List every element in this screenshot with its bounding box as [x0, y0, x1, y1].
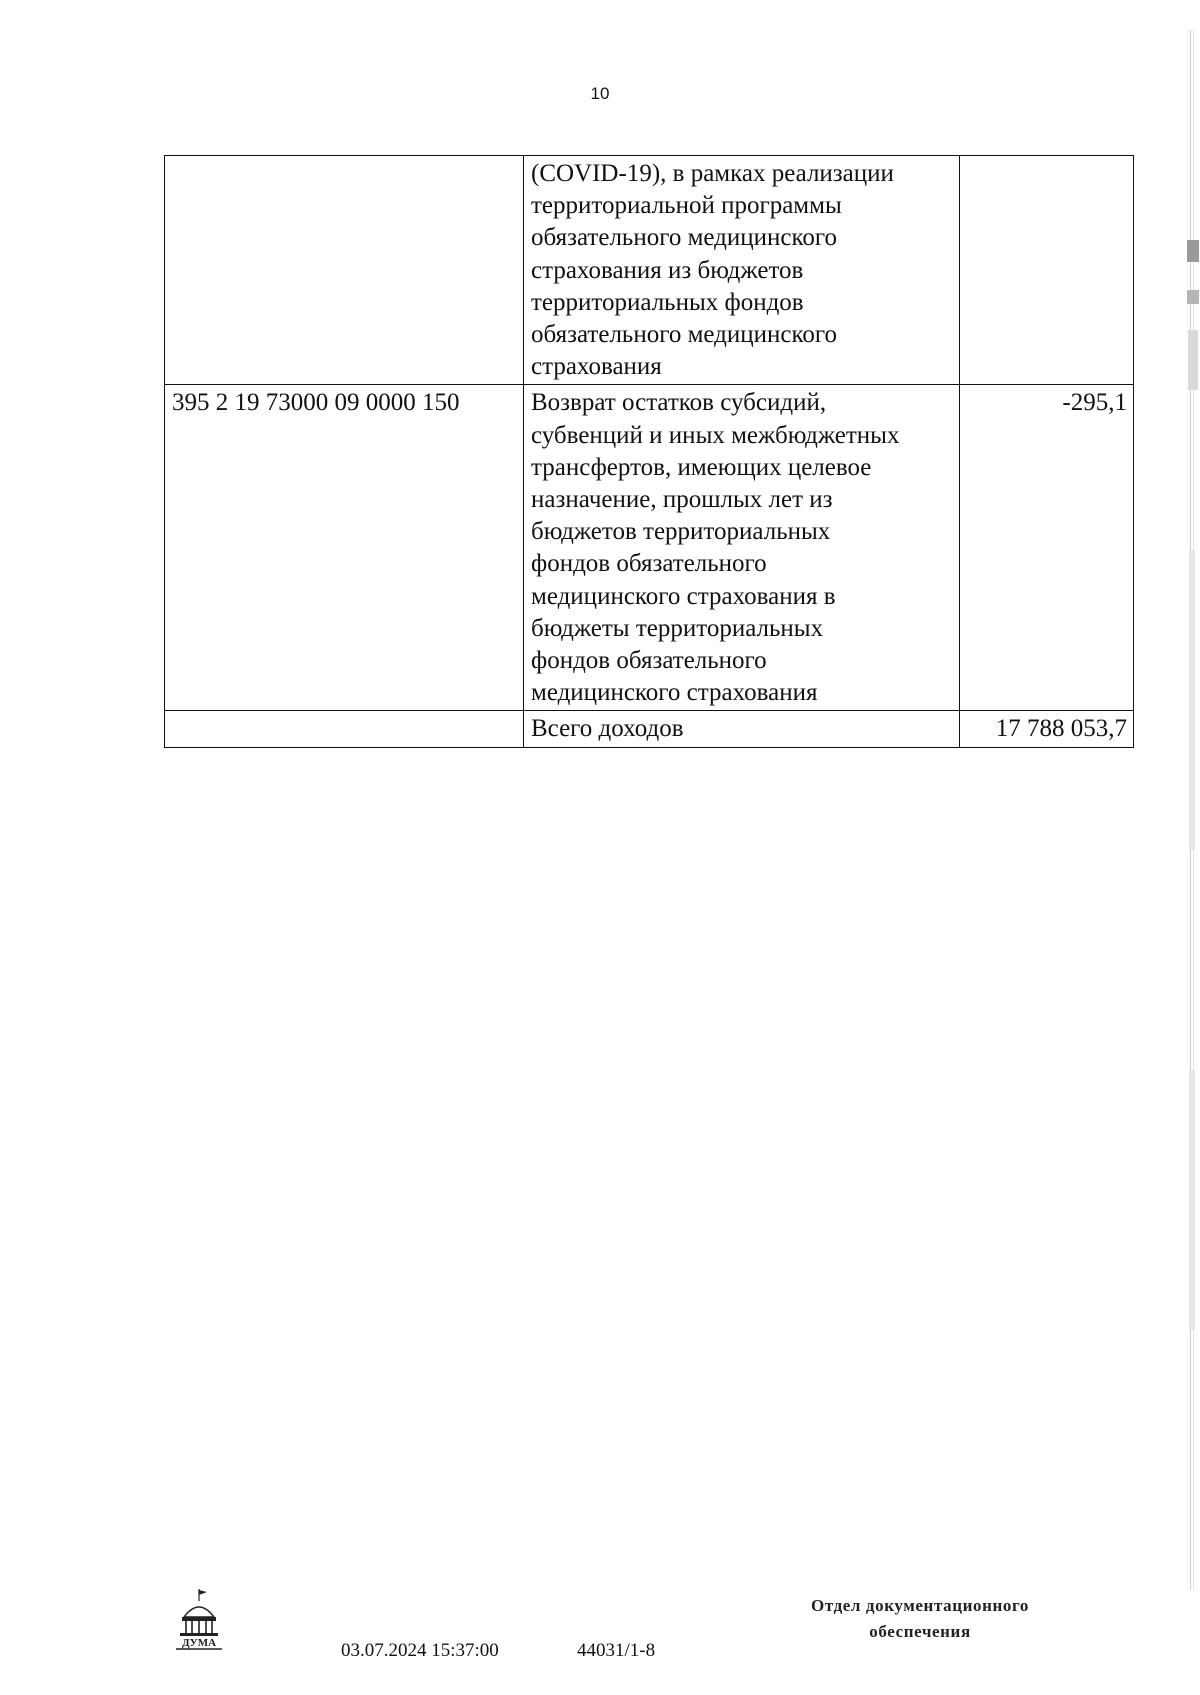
code-cell: 395 2 19 73000 09 0000 150 — [165, 385, 524, 711]
name-cell — [524, 156, 960, 385]
department-line: Отдел документационного — [811, 1596, 1029, 1615]
department-line: обеспечения — [869, 1622, 971, 1641]
name-line: трансфертов, имеющих целевое — [531, 453, 872, 481]
name-line: медицинского страхования в — [531, 582, 836, 610]
total-label: Всего доходов — [524, 711, 960, 747]
name-line: фондов обязательного — [531, 647, 767, 675]
amount-cell: -295,1 — [960, 385, 1134, 711]
code-cell — [165, 711, 524, 747]
name-line: страхования из бюджетов — [531, 256, 804, 284]
name-line: обязательного медицинского — [531, 321, 838, 349]
name-line: территориальных фондов — [531, 288, 804, 316]
registration-number: 44031/1-8 — [577, 1640, 656, 1661]
name-line: субвенций и иных межбюджетных — [531, 421, 900, 449]
svg-text:ДУМА: ДУМА — [181, 1637, 217, 1649]
registration-datetime: 03.07.2024 15:37:00 — [341, 1640, 499, 1661]
name-line: территориальной программы — [531, 192, 842, 220]
code-cell — [165, 156, 524, 385]
department-stamp — [770, 1593, 1070, 1645]
name-line: медицинского страхования — [531, 679, 818, 707]
name-line: обязательного медицинского — [531, 224, 838, 252]
name-line: назначение, прошлых лет из — [531, 486, 833, 514]
table-row-total — [165, 711, 1134, 747]
table-row — [165, 156, 1134, 385]
name-cell — [524, 385, 960, 711]
scan-edge-artifact — [1186, 30, 1200, 1590]
name-line: фондов обязательного — [531, 550, 767, 578]
duma-logo — [172, 1587, 228, 1656]
income-table — [164, 155, 1134, 748]
page-number: 10 — [590, 84, 610, 103]
name-line: бюджетов территориальных — [531, 518, 831, 546]
name-line: Возврат остатков субсидий, — [531, 389, 827, 417]
total-amount: 17 788 053,7 — [960, 711, 1134, 747]
duma-building-icon — [172, 1587, 228, 1651]
amount-cell — [960, 156, 1134, 385]
name-line: (COVID-19), в рамках реализации — [531, 160, 894, 187]
name-line: страхования — [531, 353, 662, 381]
name-line: бюджеты территориальных — [531, 614, 824, 642]
table-row — [165, 385, 1134, 711]
